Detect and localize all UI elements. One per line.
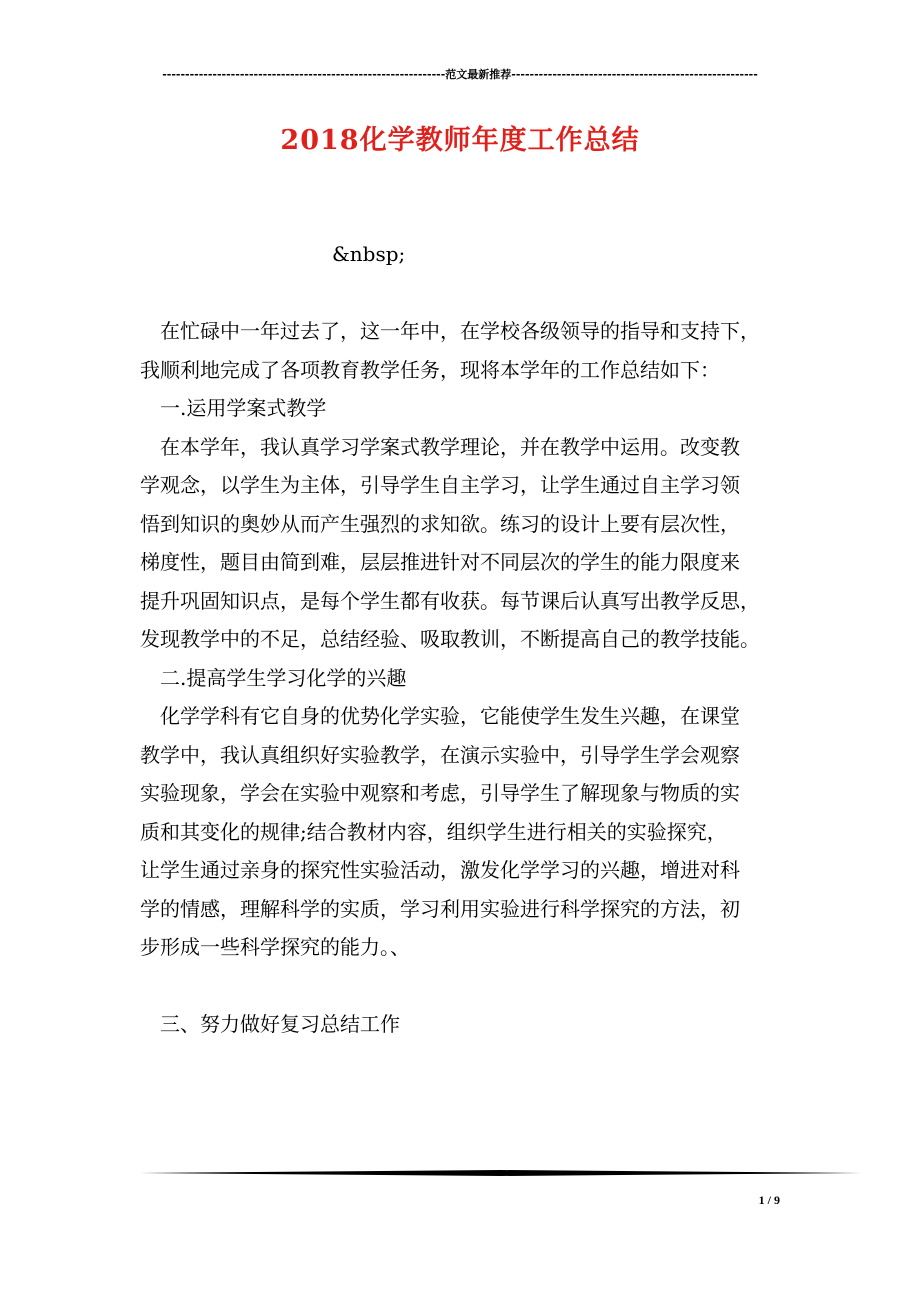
paragraph-line: 提升巩固知识点，是每个学生都有收获。每节课后认真写出教学反思， [140, 588, 760, 613]
nbsp-line: &nbsp; [332, 242, 406, 266]
footer-rule [140, 1170, 862, 1176]
paragraph-line: 发现教学中的不足，总结经验、吸取教训，不断提高自己的教学技能。 [140, 627, 760, 651]
paragraph-line: 悟到知识的奥妙从而产生强烈的求知欲。练习的设计上要有层次性， [140, 511, 740, 536]
paragraph-line: 让学生通过亲身的探究性实验活动，激发化学学习的兴趣，增进对科 [140, 858, 740, 882]
page-header: --------------------------------------------------------------范文最新推荐------------------------------------------------------ [162, 68, 758, 81]
paragraph-line: 实验现象，学会在实验中观察和考虑，引导学生了解现象与物质的实 [140, 781, 740, 805]
paragraph-line: 质和其变化的规律;结合教材内容，组织学生进行相关的实验探究， [140, 819, 727, 844]
paragraph-line: 学的情感，理解科学的实质，学习利用实验进行科学探究的方法，初 [140, 896, 740, 921]
spacer [140, 967, 782, 1006]
page-number: 1 / 9 [758, 1193, 780, 1207]
document-body [140, 235, 782, 1044]
document-title: 2018化学教师年度工作总结 [280, 125, 640, 156]
paragraph-line: 梯度性，题目由简到难，层层推进针对不同层次的学生的能力限度来 [140, 550, 740, 574]
paragraph-line: 步形成一些科学探究的能力。、 [140, 935, 410, 959]
section-heading: 三、努力做好复习总结工作 [160, 1012, 400, 1036]
paragraph-line: 化学学科有它自身的优势化学实验，它能使学生发生兴趣，在课堂 [160, 704, 740, 728]
paragraph-line: 在忙碌中一年过去了，这一年中，在学校各级领导的指导和支持下， [160, 319, 760, 343]
section-heading: 一.运用学案式教学 [160, 396, 327, 420]
paragraph-line: 在本学年，我认真学习学案式教学理论，并在教学中运用。改变教 [160, 434, 740, 459]
spacer [140, 274, 782, 313]
paragraph-line: 教学中，我认真组织好实验教学，在演示实验中，引导学生学会观察 [140, 742, 740, 767]
paragraph-line: 学观念，以学生为主体，引导学生自主学习，让学生通过自主学习领 [140, 473, 740, 497]
paragraph-line: 我顺利地完成了各项教育教学任务，现将本学年的工作总结如下： [140, 357, 720, 382]
section-heading: 二.提高学生学习化学的兴趣 [160, 665, 407, 690]
